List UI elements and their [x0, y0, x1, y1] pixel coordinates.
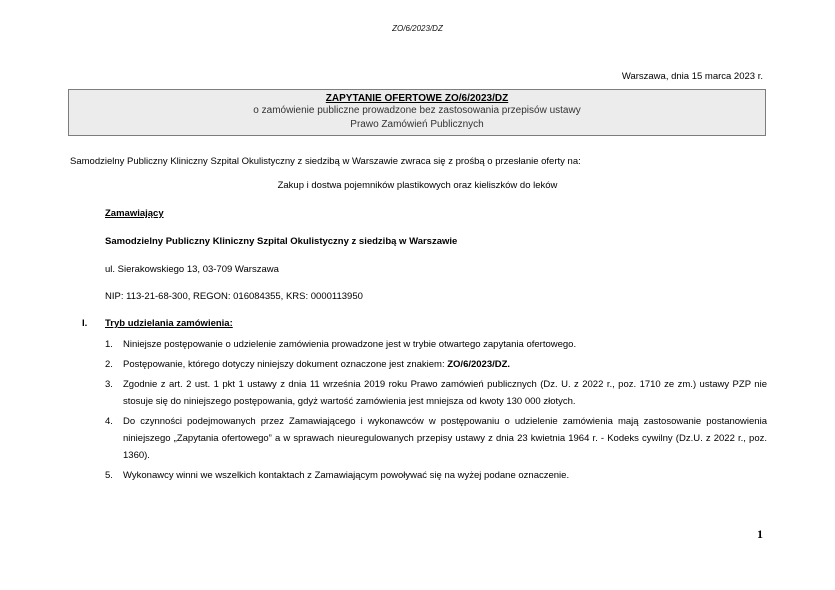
list-item-text: Do czynności podejmowanych przez Zamawiającego i wykonawców w postępowaniu o udzielenie zamówienia mają zastosowanie postanowienia niniejszego „Zapytania ofertowego” a w sprawach nieuregulowanych przepisy ustawy z dnia 23 kwietnia 1964 r. - Kodeks cywilny (Dz.U. z 2022 r., poz. 1360). — [123, 416, 767, 461]
place-and-date: Warszawa, dnia 15 marca 2023 r. — [621, 71, 763, 82]
intro-paragraph: Samodzielny Publiczny Kliniczny Szpital Okulistyczny z siedzibą w Warszawie zwraca się z prośbą o przesłanie oferty na: — [70, 156, 581, 167]
list-item-number: 2. — [105, 359, 113, 370]
list-item-text: Postępowanie, którego dotyczy niniejszy dokument oznaczone jest znakiem: — [123, 359, 448, 370]
list-item-text: Zgodnie z art. 2 ust. 1 pkt 1 ustawy z dnia 11 września 2019 roku Prawo zamówień publicznych (Dz. U. z 2022 r., poz. 1710 ze zm.) ustawy PZP nie stosuje się do niniejszego postępowania, gdyż wartość zamówienia jest mniejsza od kwoty 130 000 złotych. — [123, 379, 767, 407]
list-item-number: 1. — [105, 339, 113, 350]
list-item-number: 4. — [105, 416, 113, 427]
contracting-authority-name: Samodzielny Publiczny Kliniczny Szpital Okulistyczny z siedzibą w Warszawie — [105, 236, 458, 247]
document-title: ZAPYTANIE OFERTOWE ZO/6/2023/DZ — [325, 93, 509, 104]
list-item-text: Wykonawcy winni we wszelkich kontaktach z Zamawiającym powoływać się na wyżej podane oznaczenie. — [123, 470, 570, 481]
section-numeral: I. — [82, 318, 88, 329]
list-item-number: 3. — [105, 379, 113, 390]
title-subline-1: o zamówienie publiczne prowadzone bez zastosowania przepisów ustawy — [253, 105, 581, 116]
page-number: 1 — [757, 527, 763, 541]
procedure-reference: ZO/6/2023/DZ. — [447, 359, 511, 370]
list-item — [105, 356, 767, 373]
section-list — [105, 336, 767, 487]
list-item — [105, 467, 767, 484]
list-item — [105, 376, 767, 410]
list-item-text: Niniejsze postępowanie o udzielenie zamówienia prowadzone jest w trybie otwartego zapytania ofertowego. — [123, 339, 577, 350]
order-subject: Zakup i dostwa pojemników plastikowych oraz kieliszków do leków — [277, 180, 558, 191]
list-item — [105, 413, 767, 464]
section-title: Tryb udzielania zamówienia: — [105, 318, 233, 329]
document-reference-header: ZO/6/2023/DZ — [392, 24, 443, 33]
contracting-authority-ids: NIP: 113-21-68-300, REGON: 016084355, KRS: 0000113950 — [105, 291, 363, 302]
title-subline-2: Prawo Zamówień Publicznych — [350, 119, 484, 130]
list-item — [105, 336, 767, 353]
contracting-authority-address: ul. Sierakowskiego 13, 03-709 Warszawa — [105, 264, 279, 275]
title-box — [68, 89, 766, 136]
list-item-number: 5. — [105, 470, 113, 481]
contracting-authority-label: Zamawiający — [105, 208, 164, 219]
